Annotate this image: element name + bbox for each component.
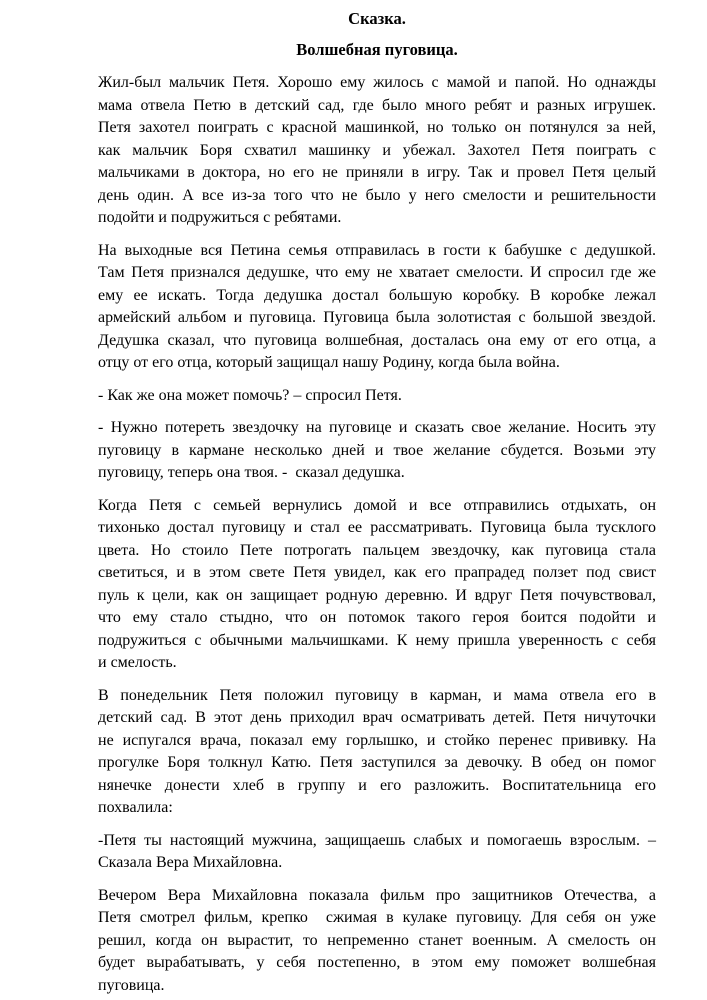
text-line: похвалила:: [98, 799, 173, 816]
text-line: нянечке донести хлеб в группу и его разложить. Воспитательница его: [98, 776, 656, 794]
paragraph: [98, 685, 656, 820]
text-line: будет вырабатывать, у себя постепенно, в этом ему поможет волшебная: [98, 954, 656, 971]
paragraph: [98, 495, 656, 675]
text-line: Вечером Вера Михайловна показала фильм про защитников Отечества, а: [98, 886, 656, 904]
document-body: [98, 72, 656, 997]
paragraph: [98, 417, 656, 485]
text-line: день один. А все из-за того что не было у него смелости и решительности: [98, 186, 656, 204]
text-line: решил, когда он вырастит, то непременно станет военным. А смелость он: [98, 931, 656, 949]
text-line: подойти и подружиться с ребятами.: [98, 209, 342, 226]
text-line: Там Петя признался дедушке, что ему не хватает смелости. И спросил где же: [98, 264, 656, 281]
text-line: В понедельник Петя положил пуговицу в карман, и мама отвела его в: [98, 686, 656, 704]
text-line: Сказала Вера Михайловна.: [98, 854, 283, 871]
text-line: Петя захотел поиграть с красной машинкой, но только он потянулся за ней,: [98, 119, 656, 136]
text-line: Когда Петя с семьей вернулись домой и все отправились отдыхать, он: [98, 496, 656, 514]
text-line: светиться, и в этом свете Петя увидел, как его прапрадед ползет под свист: [98, 564, 656, 581]
text-line: цвета. Но стоило Пете потрогать пальцем звездочку, как пуговица стала: [98, 541, 656, 559]
paragraph: [98, 240, 656, 375]
text-line: пуговицу в кармане несколько дней и твое желание сбудется. Возьми эту: [98, 441, 656, 459]
text-line: Петя смотрел фильм, крепко сжимая в кулаке пуговицу. Для себя он уже: [98, 909, 656, 926]
paragraph: [98, 885, 656, 998]
document-subtitle: Волшебная пуговица.: [296, 39, 458, 59]
text-line: мама отвела Петю в детский сад, где было много ребят и разных игрушек.: [98, 96, 656, 114]
text-line: детский сад. В этот день приходил врач осматривать детей. Петя ничуточки: [98, 709, 656, 726]
text-line: пуговицу, теперь она твоя. - сказал дедушка.: [98, 464, 405, 481]
document-title: Сказка.: [348, 9, 406, 28]
text-line: тихонько достал пуговицу и стал ее рассматривать. Пуговица была тусклого: [98, 519, 656, 536]
text-line: как мальчик Боря схватил машинку и убежал. Захотел Петя поиграть с: [98, 141, 656, 159]
paragraph: [98, 830, 656, 875]
text-line: подружиться с обычными мальчишками. К нему пришла уверенность с себя: [98, 631, 656, 649]
text-line: что ему стало стыдно, что он потомок такого героя боится подойти и: [98, 609, 656, 626]
text-line: Дедушка сказал, что пуговица волшебная, досталась она ему от его отца, а: [98, 331, 656, 349]
text-line: На выходные вся Петина семья отправилась в гости к бабушке с дедушкой.: [98, 241, 656, 259]
text-line: и смелость.: [98, 654, 177, 671]
text-line: Жил-был мальчик Петя. Хорошо ему жилось с мамой и папой. Но однажды: [98, 74, 656, 91]
text-line: - Нужно потереть звездочку на пуговице и сказать свое желание. Носить эту: [98, 419, 656, 436]
text-line: мальчиками в доктора, но его не приняли в игру. Так и провел Петя целый: [98, 164, 656, 181]
text-line: армейский альбом и пуговица. Пуговица была золотистая с большой звездой.: [98, 309, 656, 326]
text-line: ему ее искать. Тогда дедушка достал большую коробку. В коробке лежал: [98, 286, 656, 304]
text-line: отцу от его отца, который защищал нашу Родину, когда была война.: [98, 354, 560, 371]
text-line: прогулке Боря толкнул Катю. Петя заступился за девочку. В обед он помог: [98, 754, 656, 771]
text-line: -Петя ты настоящий мужчина, защищаешь слабых и помогаешь взрослым. –: [98, 831, 656, 849]
text-line: не испугался врача, показал ему горлышко, и стойко перенес прививку. На: [98, 731, 656, 749]
paragraph: [98, 72, 656, 230]
text-line: пуговица.: [98, 976, 165, 994]
text-line: пуль к цели, как он защищает родную деревню. И вдруг Петя почувствовал,: [98, 586, 656, 604]
paragraph: [98, 385, 656, 408]
text-line: - Как же она может помочь? – спросил Петя.: [98, 386, 402, 404]
